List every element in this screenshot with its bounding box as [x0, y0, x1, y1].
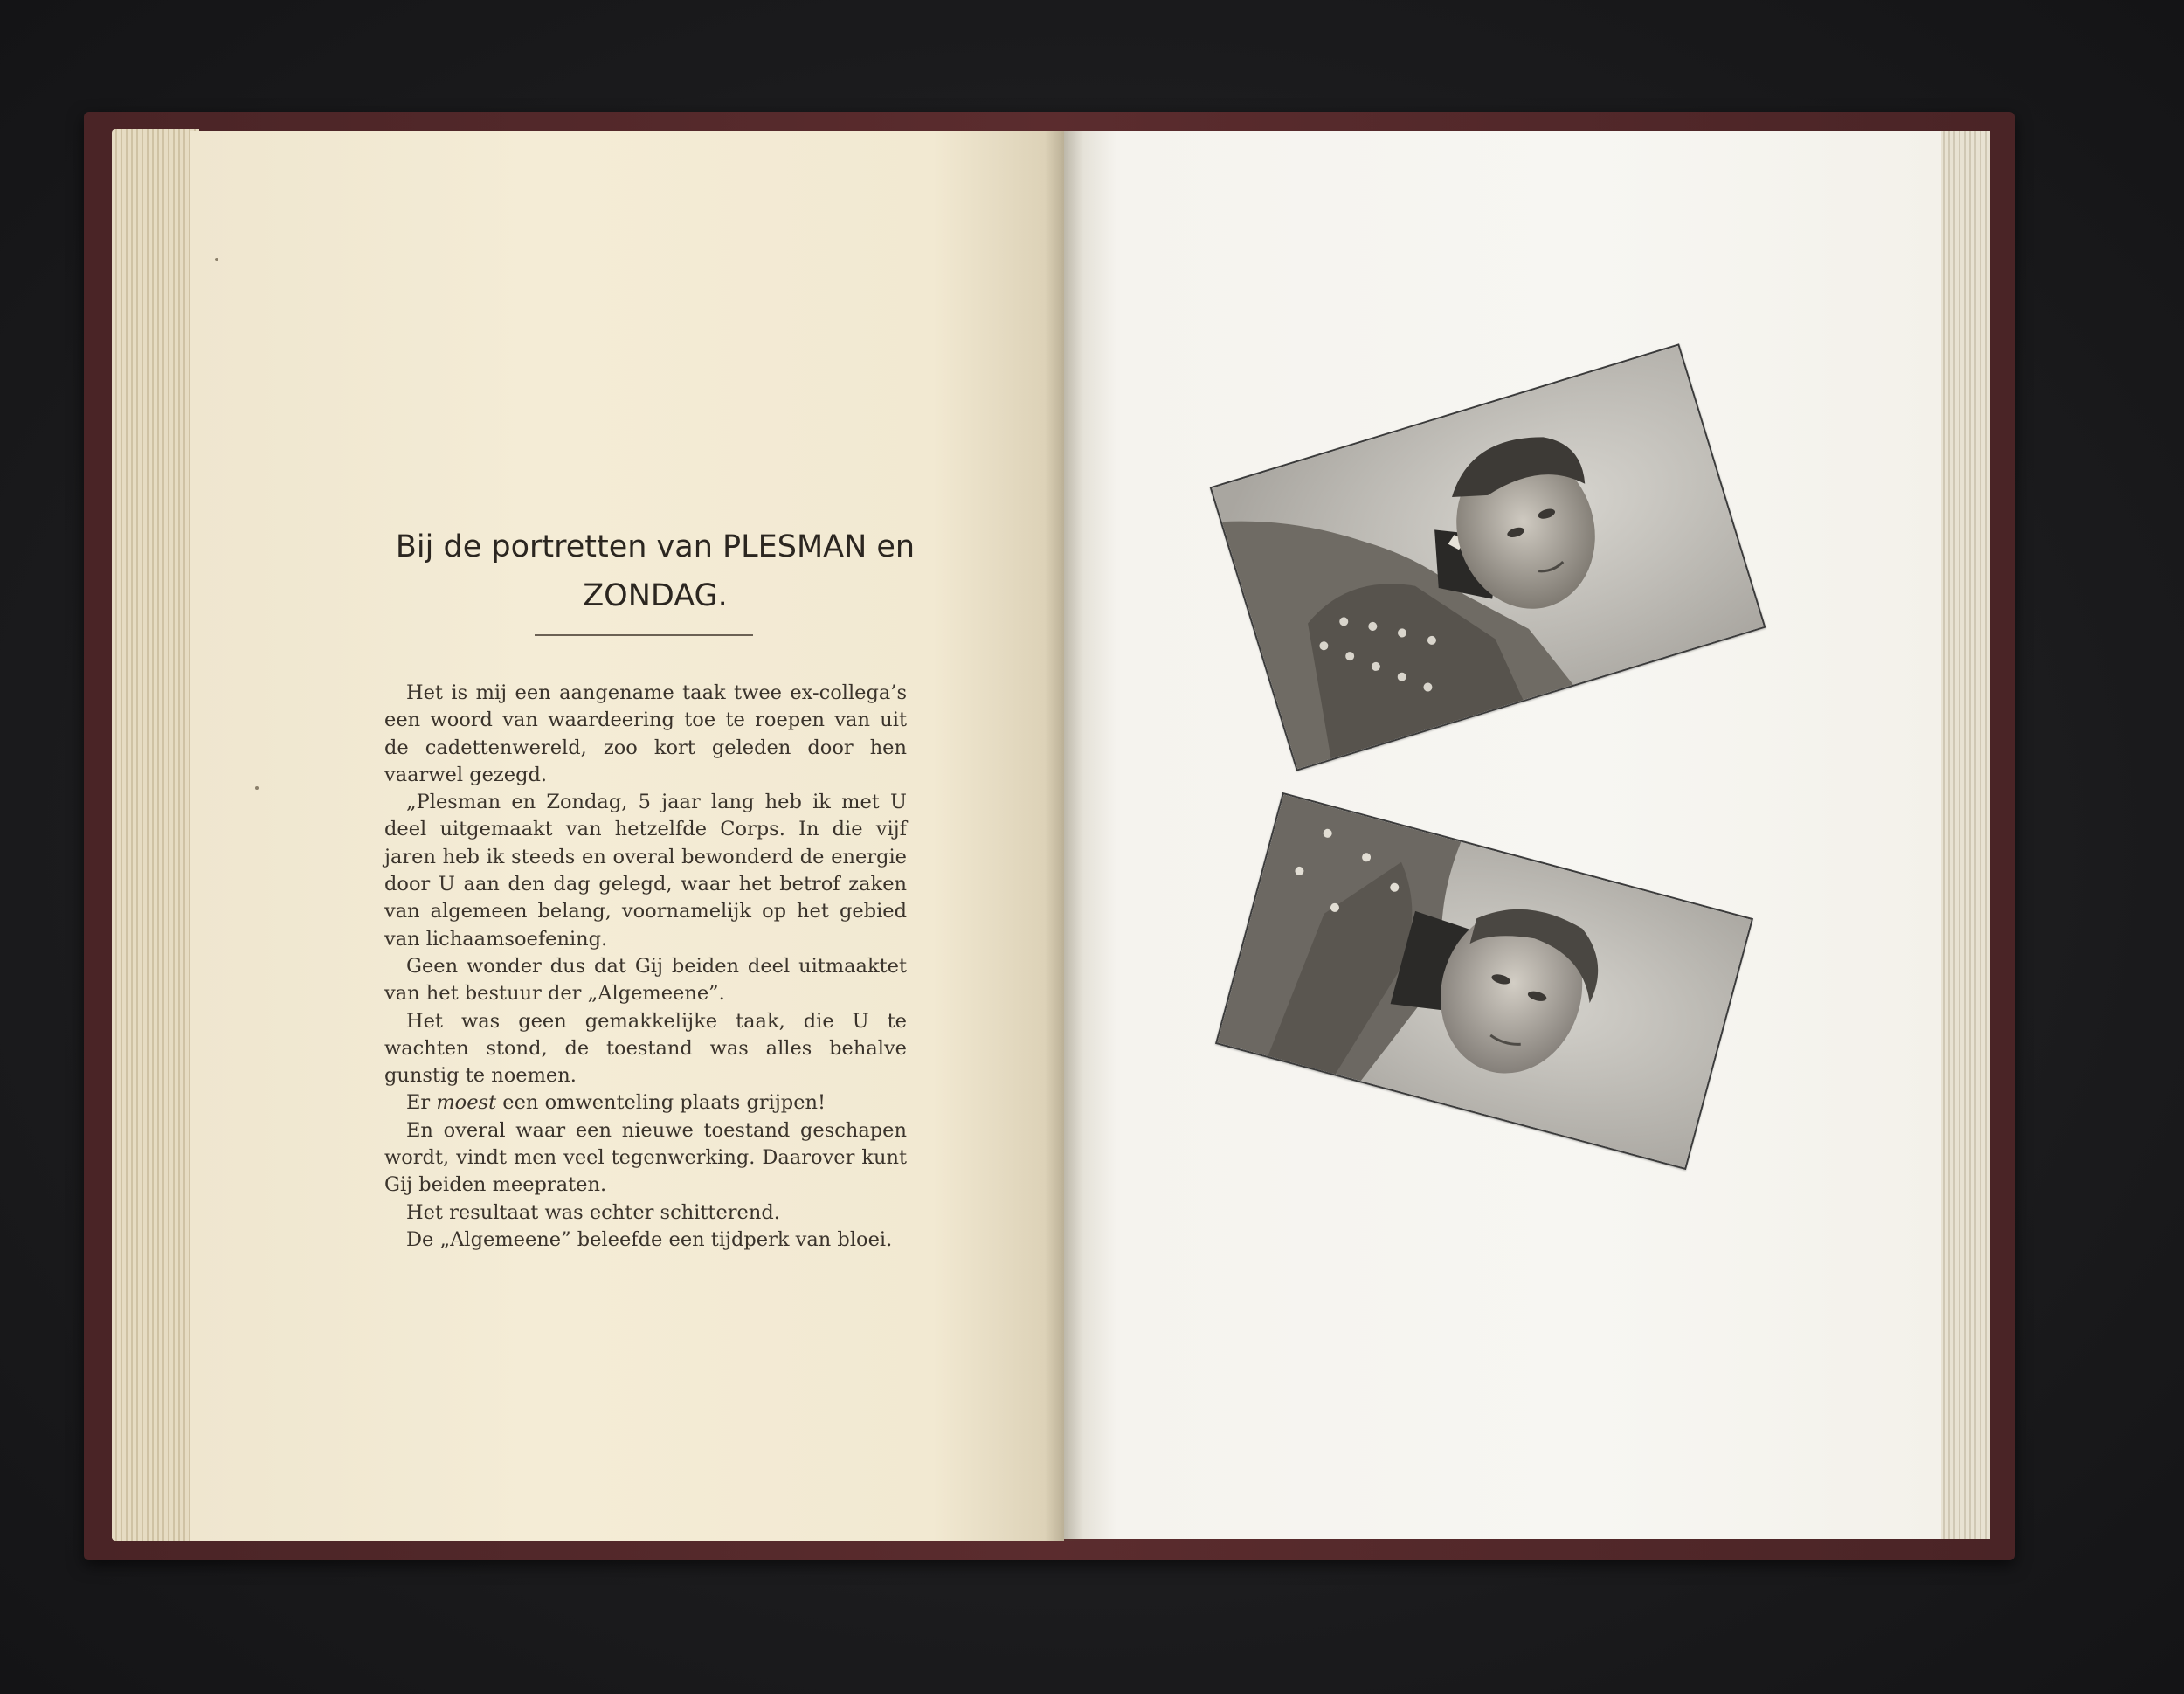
page-title: Bij de portretten van PLESMAN en ZONDAG.	[395, 529, 916, 613]
paragraph: „Plesman en Zondag, 5 jaar lang heb ik met U deel uitgemaakt van hetzelfde Corps. In die vijf jaren heb ik steeds en overal bewonderd de energie door U aan den dag gelegd, waar het betrof zaken van algemeen belang, voornamelijk op het gebied van lichaamsoefening.	[384, 791, 907, 951]
paper-speck	[255, 786, 259, 790]
paragraph: De „Algemeene” beleefde een tijdperk van bloei.	[406, 1227, 893, 1251]
book-gutter	[1045, 131, 1083, 1541]
emphasis-text: moest	[436, 1091, 497, 1115]
paragraph-text: Er	[406, 1091, 437, 1115]
paragraph: Het was geen gemakkelijke taak, die U te wachten stond, de toestand was alles behalve gunstig te noemen.	[384, 1009, 907, 1088]
right-page	[1064, 131, 1941, 1539]
paragraph: En overal waar een nieuwe toestand geschapen wordt, vindt men veel tegenwerking. Daarover kunt Gij beiden meepraten.	[384, 1118, 907, 1197]
body-text	[384, 680, 907, 1254]
paragraph-text: een omwenteling plaats grijpen!	[496, 1091, 826, 1115]
page-edges-right	[1939, 131, 1990, 1539]
paragraph: Het is mij een aangename taak twee ex-collega’s een woord van waardeering toe te roepen van uit de cadettenwereld, zoo kort geleden door hen vaarwel gezegd.	[384, 681, 907, 786]
paragraph: Geen wonder dus dat Gij beiden deel uitmaaktet van het bestuur der „Algemeene”.	[384, 954, 907, 1006]
paper-speck	[215, 258, 218, 261]
paragraph: Het resultaat was echter schitterend.	[406, 1200, 780, 1224]
paragraph	[384, 1089, 907, 1117]
title-rule	[535, 634, 753, 636]
page-edges-left	[112, 129, 199, 1541]
